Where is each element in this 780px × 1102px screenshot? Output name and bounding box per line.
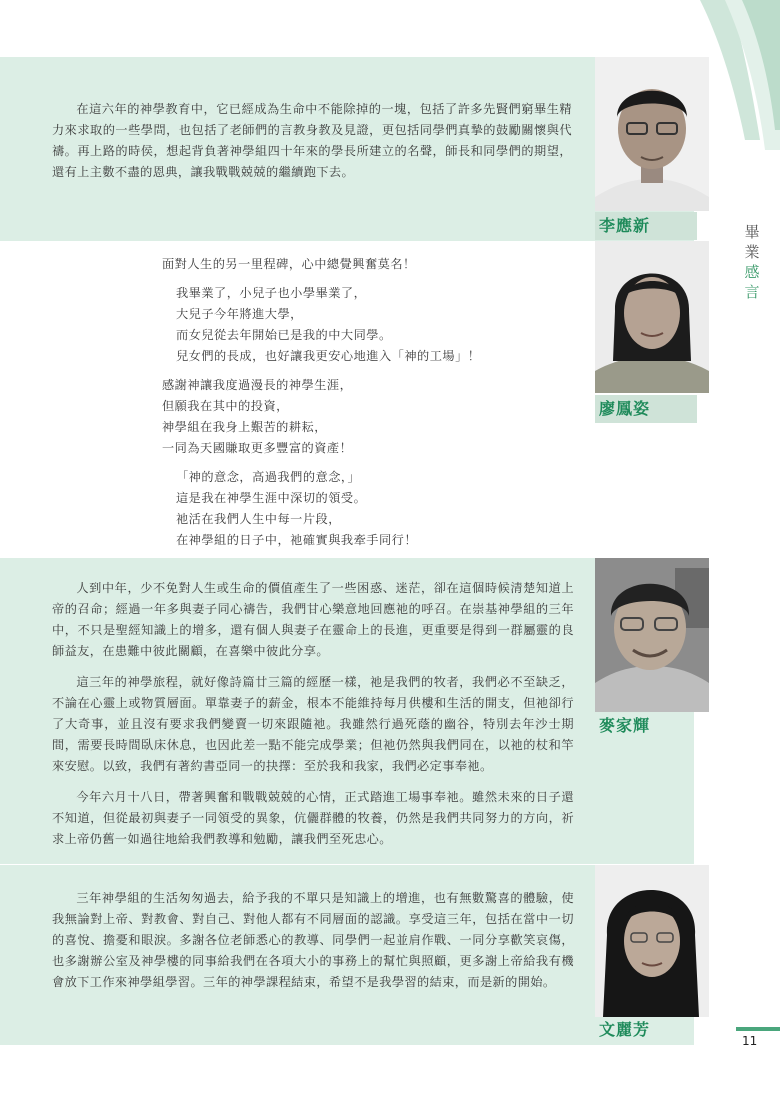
- entry-2-text: [162, 254, 582, 551]
- entry-name: 麥家輝: [599, 716, 651, 735]
- portrait-photo-1: [595, 57, 709, 211]
- side-title-char: 感: [744, 263, 760, 281]
- poem-line: 感謝神讓我度過漫長的神學生涯，: [162, 378, 353, 392]
- poem-line: 而女兒從去年開始已是我的中大同學。: [176, 328, 392, 342]
- entry-1-text: [52, 99, 572, 193]
- side-title-char: 言: [744, 283, 760, 301]
- portrait-photo-2: [595, 241, 709, 393]
- entry-name: 廖鳳姿: [595, 395, 697, 423]
- entry-paragraph: 這三年的神學旅程，就好像詩篇廿三篇的經歷一樣，祂是我們的牧者，我們必不至缺乏，不論在心靈上或物質層面。單靠妻子的薪金，根本不能維持每月供樓和生活的開支，但祂卻行了大奇事，並且沒有要求我們變賣一切來跟隨祂。我雖然行過死蔭的幽谷，特別去年沙士期間，需要長時間臥床休息，也因此差一點不能完成學業；但祂仍然與我們同在，以祂的杖和竿來安慰。以致，我們有著約書亞同一的抉擇：至於我和我家，我們必定事奉祂。: [52, 675, 574, 773]
- portrait-photo-3: [595, 558, 709, 712]
- entry-paragraph: 今年六月十八日，帶著興奮和戰戰兢兢的心情，正式踏進工場事奉祂。雖然未來的日子還不知道，但從最初與妻子一同領受的異象，伉儷群體的牧養，仍然是我們共同努力的方向，祈求上帝仍舊一如過往地給我們教導和勉勵，讓我們至死忠心。: [52, 790, 574, 846]
- entry-name: 文麗芳: [599, 1020, 651, 1039]
- poem-line: 「神的意念，高過我們的意念，」: [176, 470, 361, 484]
- side-title-char: 業: [744, 243, 760, 261]
- side-title: [742, 222, 762, 302]
- entry-paragraph: 三年神學組的生活匆匆過去，給予我的不單只是知識上的增進，也有無數驚喜的體驗，使我無論對上帝、對教會、對自己、對他人都有不同層面的認識。享受這三年，包括在當中一切的喜悅、擔憂和眼淚。多謝各位老師悉心的教導、同學們一起並肩作戰、一同分享歡笑哀傷，也多謝辦公室及神學樓的同事給我們在各項大小的事務上的幫忙與照顧，更多謝上帝給我有機會放下工作來神學組學習。三年的神學課程結束，希望不是我學習的結束，而是新的開始。: [52, 891, 574, 989]
- entry-3-text: [52, 578, 574, 860]
- page-number: 11: [742, 1034, 758, 1048]
- poem-line: 在神學組的日子中，祂確實與我牽手同行！: [176, 533, 418, 547]
- side-title-char: 畢: [744, 223, 760, 241]
- poem-line: 我畢業了，小兒子也小學畢業了，: [176, 286, 367, 300]
- entry-paragraph: 人到中年，少不免對人生或生命的價值產生了一些困惑、迷茫，卻在這個時候清楚知道上帝的召命；經過一年多與妻子同心禱告，我們甘心樂意地回應祂的呼召。在崇基神學組的三年中，不只是聖經知識上的增多，還有個人與妻子在靈命上的長進，更重要是得到一群屬靈的良師益友，在患難中彼此關顧，在喜樂中彼此分享。: [52, 581, 574, 658]
- entry-paragraph: 在這六年的神學教育中，它已經成為生命中不能除掉的一塊，包括了許多先賢們窮畢生精力來求取的一些學問，也包括了老師們的言教身教及見證，更包括同學們真摯的鼓勵關懷與代禱。再上路的時侯，想起背負著神學組四十年來的學長所建立的名聲，師長和同學們的期望，還有上主數不盡的恩典，讓我戰戰兢兢的繼續跑下去。: [52, 102, 572, 179]
- poem-line: 但願我在其中的投資，: [162, 399, 289, 413]
- entry-intro: 面對人生的另一里程碑，心中總覺興奮莫名！: [162, 257, 416, 271]
- poem-line: 神學組在我身上艱苦的耕耘，: [162, 420, 327, 434]
- entry-name: 李應新: [595, 212, 697, 240]
- poem-line: 兒女們的長成，也好讓我更安心地進入「神的工場」！: [176, 349, 481, 363]
- page-number-bar: [736, 1027, 780, 1031]
- portrait-photo-4: [595, 865, 709, 1017]
- poem-line: 這是我在神學生涯中深切的領受。: [176, 491, 367, 505]
- poem-line: 一同為天國賺取更多豐富的資產！: [162, 441, 353, 455]
- poem-line: 大兒子今年將進大學，: [176, 307, 303, 321]
- poem-line: 祂活在我們人生中每一片段，: [176, 512, 341, 526]
- entry-4-text: [52, 888, 574, 1003]
